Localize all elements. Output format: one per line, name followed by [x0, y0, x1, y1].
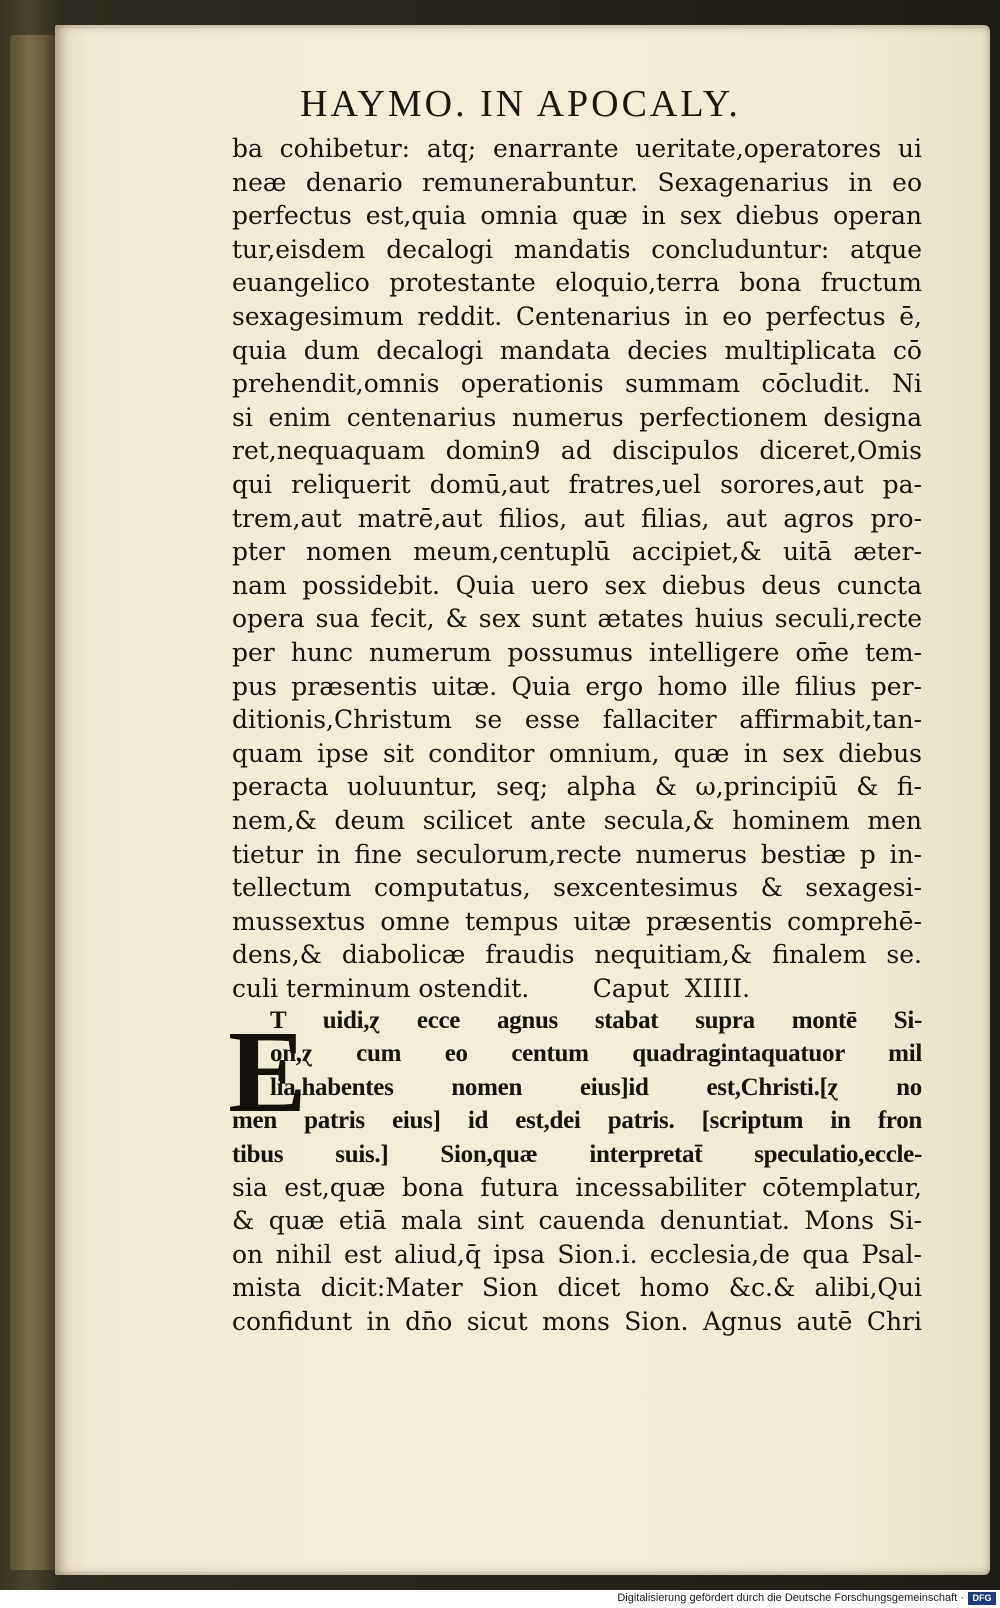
- text-line: sexagesimum reddit. Centenarius in eo perfectus ē,: [232, 302, 922, 331]
- chapter-line: confidunt in dn̄o sicut mons Sion. Agnus autē Chri: [232, 1306, 922, 1336]
- text-line: tellectum computatus, sexcentesimus & sexagesi-: [232, 873, 922, 903]
- dfg-logo: DFG: [968, 1592, 996, 1605]
- text-line: perfectus est,quia omnia quæ in sex diebus operan: [232, 201, 922, 231]
- chapter-line: on nihil est aliud,q̄ ipsa Sion.i. ecclesia,de qua Psal-: [232, 1239, 922, 1269]
- chapter-line: T uidi,ɀ ecce agnus stabat supra montē Si-: [270, 1007, 922, 1034]
- text-line: qui reliquerit domū,aut fratres,uel sorores,aut pa-: [232, 470, 922, 499]
- text-line: nam possidebit. Quia uero sex diebus deus cuncta: [232, 570, 922, 600]
- chapter-line: tibus suis.] Sion,quæ interpretat̄ speculatio,eccle-: [232, 1140, 922, 1168]
- chapter-line: & quæ etiā mala sint cauenda denuntiat. Mons Si-: [232, 1206, 922, 1236]
- footer-credit: Digitalisierung gefördert durch die Deutsche Forschungsgemeinschaft ·: [617, 1592, 964, 1604]
- drop-initial: E: [228, 1006, 307, 1137]
- text-line: culi terminum ostendit. Caput XIIII.: [232, 974, 751, 1003]
- text-line: mussextus omne tempus uitæ præsentis comprehē-: [232, 906, 922, 936]
- text-line: peracta uoluuntur, seq; alpha & ω,principiū & fi-: [232, 772, 922, 802]
- text-line: ditionis,Christum se esse fallaciter affirmabit,tan-: [232, 705, 922, 735]
- text-line: quia dum decalogi mandata decies multiplicata cō: [232, 335, 922, 365]
- chapter-line: sia est,quæ bona futura incessabiliter cōtemplatur,: [232, 1173, 922, 1202]
- chapter-line: on,ɀ cum eo centum quadragintaquatuor mil: [270, 1040, 922, 1068]
- text-line: dens,& diabolicæ fraudis nequitiam,& finalem se.: [232, 940, 922, 970]
- chapter-line: mista dicit:Mater Sion dicet homo &c.& alibi,Qui: [232, 1273, 922, 1303]
- text-line: ba cohibetur: atq; enarrante ueritate,operatores ui: [232, 134, 922, 163]
- text-line: si enim centenarius numerus perfectionem designa: [232, 402, 922, 432]
- book-spine: [10, 35, 58, 1570]
- text-line: tur,eisdem decalogi mandatis concluduntur: atque: [232, 234, 922, 264]
- chapter-line: men patris eius] id est,dei patris. [scriptum in fron: [232, 1107, 922, 1135]
- text-line: ret,nequaquam domin9 ad discipulos diceret,Omis: [232, 436, 922, 466]
- text-line: pter nomen meum,centuplū accipiet,& uitā æter-: [232, 537, 922, 567]
- text-line: opera sua fecit, & sex sunt ætates huius seculi,recte: [232, 604, 922, 634]
- text-line: neæ denario remunerabuntur. Sexagenarius in eo: [232, 167, 922, 197]
- text-line: euangelico protestante eloquio,terra bona fructum: [232, 268, 922, 298]
- text-line: pus præsentis uitæ. Quia ergo homo ille filius per-: [232, 671, 922, 701]
- text-line: quam ipse sit conditor omnium, quæ in sex diebus: [232, 738, 922, 768]
- text-line: trem,aut matrē,aut filios, aut filias, aut agros pro-: [232, 503, 922, 533]
- text-line: prehendit,omnis operationis summam cōcludit. Ni: [232, 369, 922, 399]
- running-head: HAYMO. IN APOCALY.: [300, 83, 741, 125]
- text-line: nem,& deum scilicet ante secula,& hominem men: [232, 806, 922, 835]
- text-line: per hunc numerum possumus intelligere om̄e tem-: [232, 638, 922, 667]
- chapter-line: lia,habentes nomen eius]id est,Christi.[ɀ no: [270, 1073, 922, 1101]
- text-line: tietur in fine seculorum,recte numerus bestiæ p in-: [232, 839, 922, 869]
